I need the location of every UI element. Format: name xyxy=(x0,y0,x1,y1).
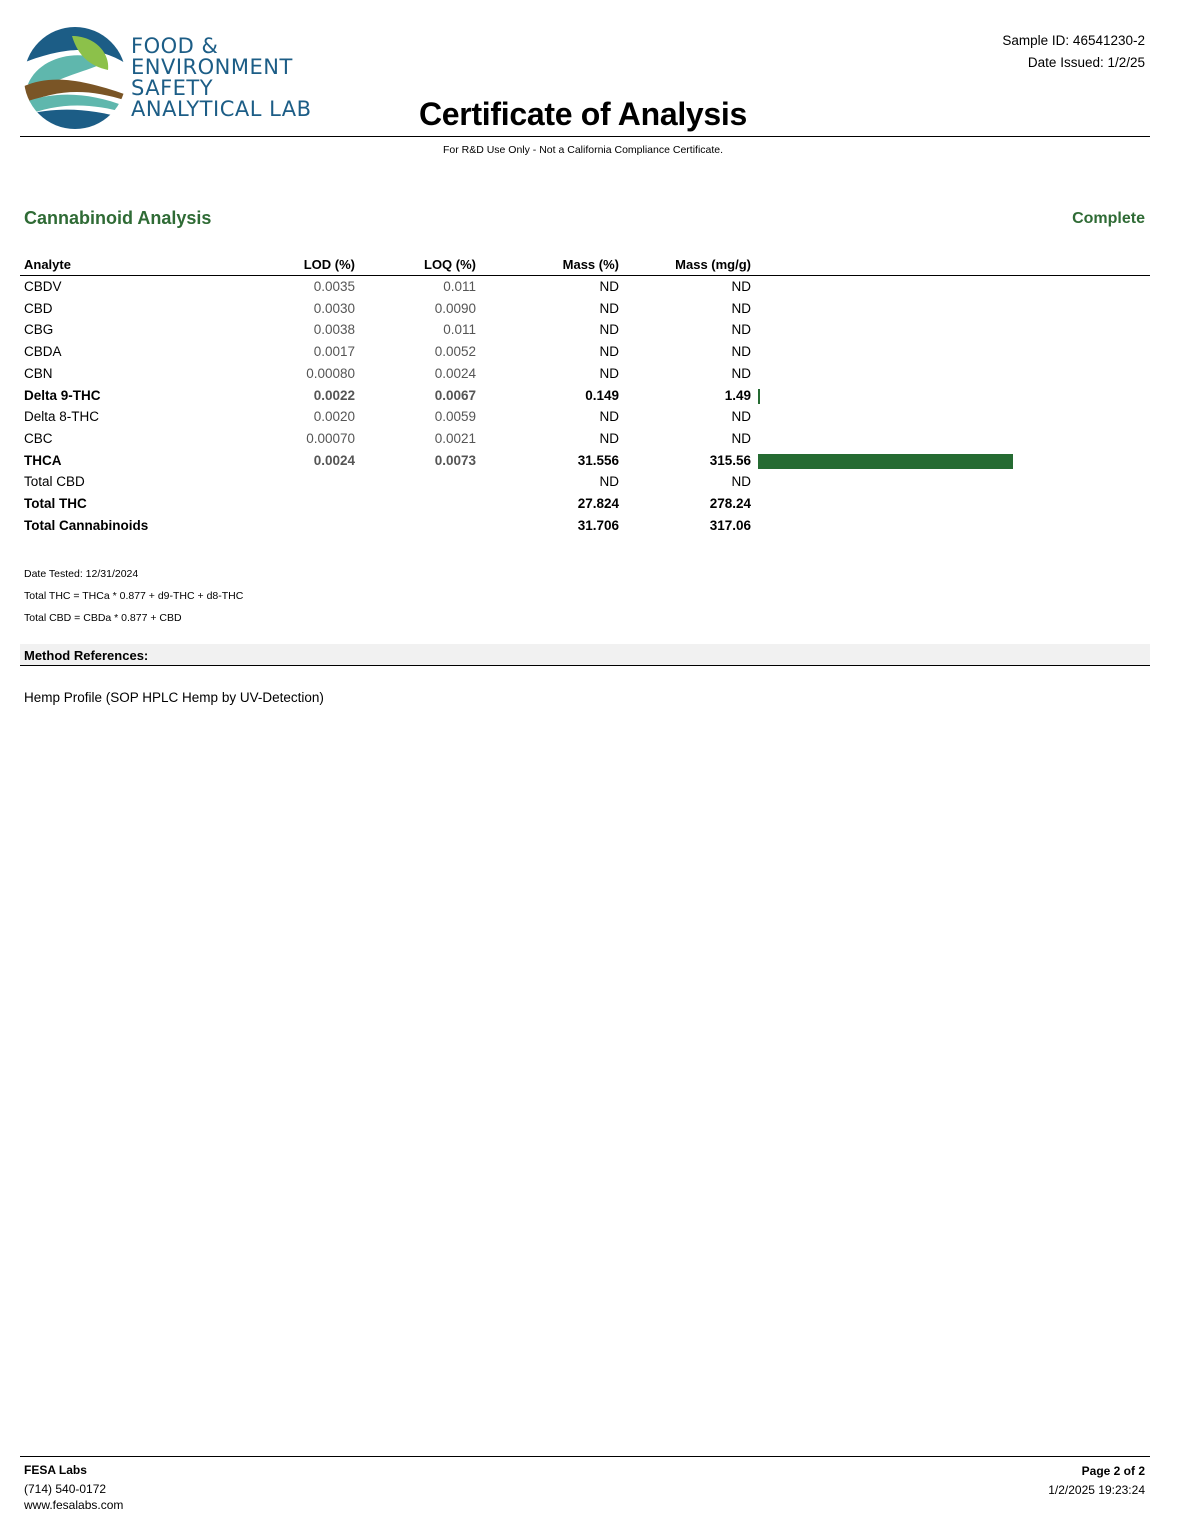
table-row xyxy=(0,428,1178,450)
table-row xyxy=(0,406,1178,428)
column-header-mass-mg: Mass (mg/g) xyxy=(675,257,751,272)
method-references-header xyxy=(20,644,1150,666)
table-row xyxy=(0,385,1178,407)
mass-mg-cell: 1.49 xyxy=(724,387,751,403)
concentration-bar xyxy=(758,389,760,404)
mass-percent-cell: ND xyxy=(599,409,619,425)
mass-percent-cell: ND xyxy=(599,430,619,446)
mass-mg-cell: ND xyxy=(731,279,751,294)
loq-cell: 0.0052 xyxy=(434,344,476,360)
table-row xyxy=(0,471,1178,493)
analyte-cell: Delta 9-THC xyxy=(24,387,101,403)
lab-name-line: ANALYTICAL LAB xyxy=(131,97,312,121)
table-row xyxy=(0,450,1178,472)
mass-percent-cell: ND xyxy=(599,279,619,294)
footer-page-info xyxy=(1048,1462,1145,1500)
mass-mg-cell: ND xyxy=(731,344,751,360)
page-number: Page 2 of 2 xyxy=(1081,1464,1145,1478)
document-title: Certificate of Analysis xyxy=(418,96,748,132)
analyte-cell: Total CBD xyxy=(24,474,85,490)
mass-percent-cell: ND xyxy=(599,344,619,360)
table-row xyxy=(0,341,1178,363)
table-row xyxy=(0,298,1178,320)
footer-contact xyxy=(24,1462,123,1513)
status-badge: Complete xyxy=(1072,210,1145,227)
footer-company: FESA Labs xyxy=(24,1463,87,1477)
analyte-cell: CBD xyxy=(24,300,53,316)
total-cbd-formula: Total CBD = CBDa * 0.877 + CBD xyxy=(24,612,182,624)
mass-mg-cell: 315.56 xyxy=(709,452,751,468)
method-reference-text: Hemp Profile (SOP HPLC Hemp by UV-Detection) xyxy=(24,690,324,705)
mass-percent-cell: 27.824 xyxy=(577,496,619,511)
mass-percent-cell: ND xyxy=(599,365,619,381)
table-row xyxy=(0,493,1178,515)
analyte-cell: CBN xyxy=(24,365,53,381)
loq-cell: 0.0024 xyxy=(434,365,476,381)
mass-mg-cell: ND xyxy=(731,300,751,316)
table-row xyxy=(0,515,1178,537)
loq-cell: 0.0021 xyxy=(434,430,476,446)
lod-cell: 0.0035 xyxy=(313,279,355,294)
lod-cell: 0.0020 xyxy=(313,409,355,425)
analyte-cell: CBDV xyxy=(24,279,62,294)
analyte-cell: Delta 8-THC xyxy=(24,409,100,425)
calculation-notes xyxy=(24,563,243,629)
date-tested: Date Tested: 12/31/2024 xyxy=(24,568,139,580)
analyte-cell: CBG xyxy=(24,322,54,338)
loq-cell: 0.0073 xyxy=(434,452,476,468)
analyte-cell: Total Cannabinoids xyxy=(24,517,149,533)
lod-cell: 0.0038 xyxy=(313,322,355,338)
loq-cell: 0.011 xyxy=(443,279,476,294)
date-issued: Date Issued: 1/2/25 xyxy=(1027,55,1145,70)
concentration-bar xyxy=(758,454,1013,469)
lod-cell: 0.00070 xyxy=(306,430,355,446)
sample-id: Sample ID: 46541230-2 xyxy=(1002,33,1145,48)
mass-percent-cell: 31.706 xyxy=(577,517,619,533)
column-header-lod: LOD (%) xyxy=(303,257,355,272)
lod-cell: 0.00080 xyxy=(306,365,355,381)
mass-percent-cell: 0.149 xyxy=(585,387,619,403)
mass-mg-cell: ND xyxy=(731,409,751,425)
lab-name-line: SAFETY xyxy=(131,76,214,100)
column-header-mass-pct: Mass (%) xyxy=(562,257,619,272)
analyte-cell: Total THC xyxy=(24,496,87,511)
mass-percent-cell: ND xyxy=(599,474,619,490)
mass-mg-cell: ND xyxy=(731,474,751,490)
total-thc-formula: Total THC = THCa * 0.877 + d9-THC + d8-THC xyxy=(24,590,244,602)
loq-cell: 0.0090 xyxy=(434,300,476,316)
method-references-label: Method References: xyxy=(24,648,149,663)
mass-mg-cell: ND xyxy=(731,430,751,446)
compliance-note: For R&D Use Only - Not a California Compliance Certificate. xyxy=(442,144,724,156)
column-header-analyte: Analyte xyxy=(24,257,71,272)
table-row xyxy=(0,276,1178,298)
mass-percent-cell: ND xyxy=(599,300,619,316)
column-header-loq: LOQ (%) xyxy=(424,257,476,272)
mass-mg-cell: 278.24 xyxy=(709,496,751,511)
loq-cell: 0.0067 xyxy=(434,387,476,403)
footer-phone: (714) 540-0172 xyxy=(24,1482,107,1496)
lod-cell: 0.0030 xyxy=(313,300,355,316)
mass-mg-cell: 317.06 xyxy=(709,517,751,533)
lab-name-line: ENVIRONMENT xyxy=(131,55,293,79)
sample-meta xyxy=(1002,30,1145,74)
mass-mg-cell: ND xyxy=(731,322,751,338)
lod-cell: 0.0017 xyxy=(313,344,355,360)
table-row xyxy=(0,363,1178,385)
mass-percent-cell: 31.556 xyxy=(577,452,619,468)
loq-cell: 0.0059 xyxy=(434,409,476,425)
footer-timestamp: 1/2/2025 19:23:24 xyxy=(1048,1483,1145,1497)
analyte-cell: THCA xyxy=(24,452,62,468)
footer-website[interactable]: www.fesalabs.com xyxy=(24,1498,124,1512)
header-divider xyxy=(20,136,1150,137)
footer-divider xyxy=(20,1456,1150,1457)
analyte-cell: CBDA xyxy=(24,344,62,360)
mass-percent-cell: ND xyxy=(599,322,619,338)
lod-cell: 0.0022 xyxy=(313,387,355,403)
table-row xyxy=(0,319,1178,341)
section-title: Cannabinoid Analysis xyxy=(24,208,212,228)
mass-mg-cell: ND xyxy=(731,365,751,381)
loq-cell: 0.011 xyxy=(443,322,476,338)
lod-cell: 0.0024 xyxy=(313,452,355,468)
analyte-cell: CBC xyxy=(24,430,53,446)
lab-name-line: FOOD & xyxy=(131,34,219,58)
